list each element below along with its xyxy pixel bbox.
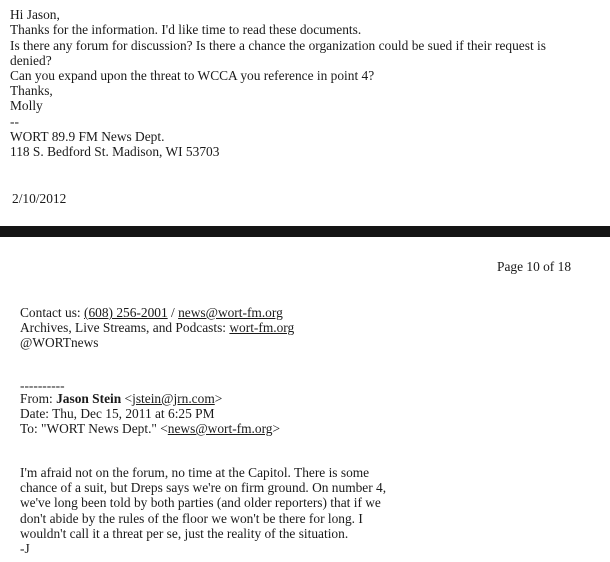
- quote-divider: ----------: [20, 378, 65, 393]
- contact-phone-link[interactable]: (608) 256-2001: [83, 305, 168, 320]
- current-page: [0, 237, 610, 562]
- archives-link[interactable]: wort-fm.org: [229, 320, 295, 335]
- closing: Thanks,: [10, 83, 53, 98]
- body-line: Is there any forum for discussion? Is there a chance the organization could be sued if their request is: [10, 38, 546, 53]
- archives-line: [20, 320, 294, 335]
- signature-org: WORT 89.9 FM News Dept.: [10, 129, 165, 144]
- to-email-link[interactable]: news@wort-fm.org: [167, 421, 273, 436]
- signoff: -J: [20, 541, 30, 556]
- contact-email-link[interactable]: news@wort-fm.org: [178, 305, 283, 320]
- contact-line: [20, 305, 283, 320]
- from-label: From:: [20, 391, 57, 406]
- date-line: Date: Thu, Dec 15, 2011 at 6:25 PM: [20, 406, 215, 421]
- from-name: Jason Stein: [56, 391, 122, 406]
- body-line: Can you expand upon the threat to WCCA you reference in point 4?: [10, 68, 375, 83]
- contact-prefix: Contact us:: [20, 305, 84, 320]
- from-line: From: Jason Stein <jstein@jrn.com>: [20, 391, 223, 406]
- signature-dashes: --: [10, 114, 19, 129]
- body-line: denied?: [10, 53, 52, 68]
- greeting: Hi Jason,: [10, 7, 60, 22]
- to-label: To: "WORT News Dept.": [20, 421, 161, 436]
- reply-line: wouldn't call it a threat per se, just the reality of the situation.: [20, 526, 349, 541]
- page-separator: [0, 226, 610, 237]
- page-number: Page 10 of 18: [497, 259, 572, 274]
- body-line: Thanks for the information. I'd like time to read these documents.: [10, 22, 362, 37]
- reply-line: don't abide by the rules of the floor we won't be there for long. I: [20, 511, 363, 526]
- to-line: To: "WORT News Dept." <news@wort-fm.org>: [20, 421, 281, 436]
- reply-line: we've long been told by both parties (and older reporters) that if we: [20, 495, 381, 510]
- contact-separator: /: [167, 305, 179, 320]
- from-email-link[interactable]: jstein@jrn.com: [132, 391, 215, 406]
- previous-page-fragment: [0, 0, 610, 226]
- archives-prefix: Archives, Live Streams, and Podcasts:: [20, 320, 230, 335]
- reply-line: chance of a suit, but Dreps says we're on firm ground. On number 4,: [20, 480, 387, 495]
- reply-line: I'm afraid not on the forum, no time at the Capitol. There is some: [20, 465, 370, 480]
- twitter-handle: @WORTnews: [20, 335, 99, 350]
- sender-name: Molly: [10, 98, 43, 113]
- print-date: 2/10/2012: [12, 191, 67, 206]
- signature-address: 118 S. Bedford St. Madison, WI 53703: [10, 144, 220, 159]
